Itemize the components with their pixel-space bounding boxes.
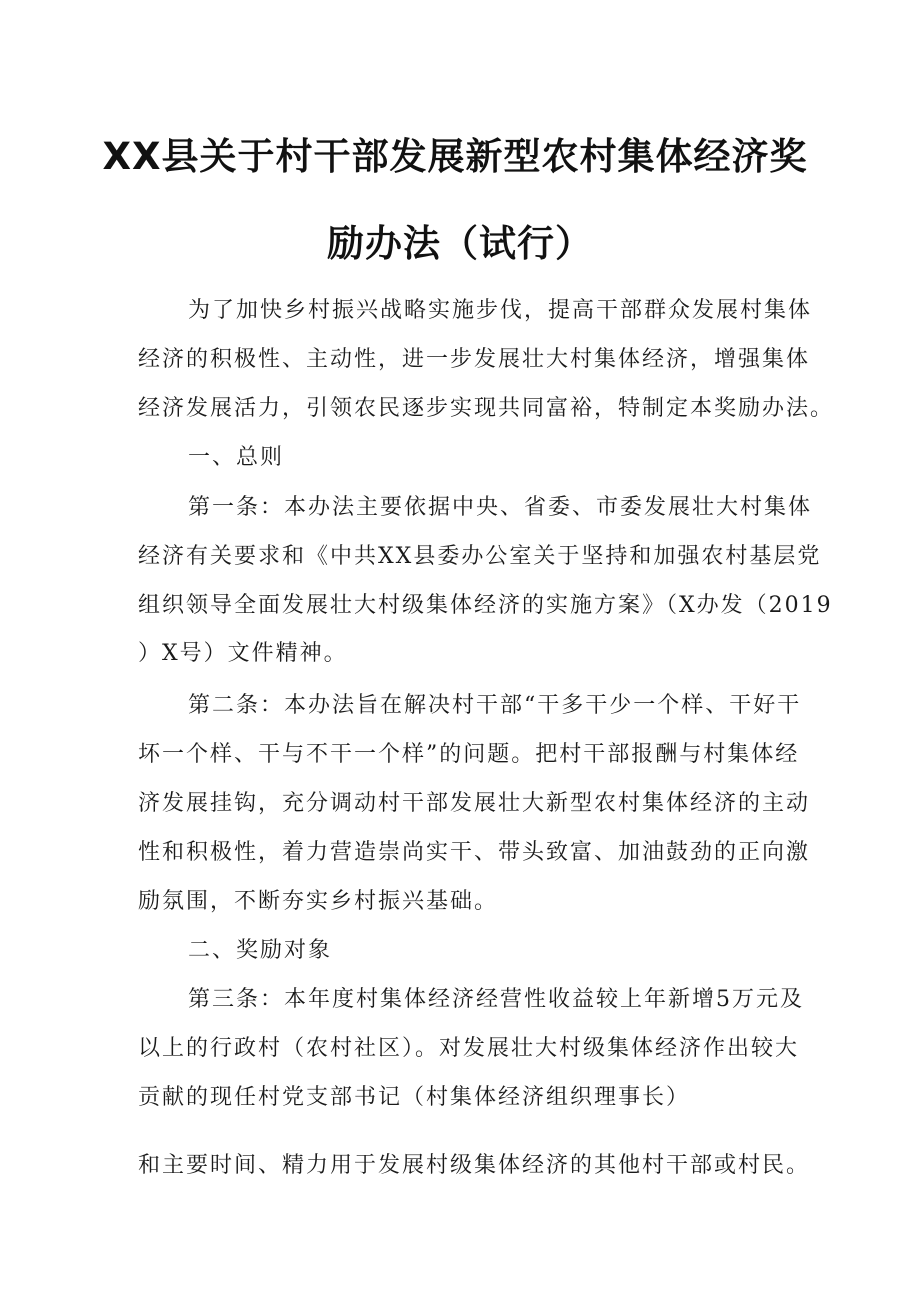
- paragraph-line: 贡献的现任村党支部书记（村集体经济组织理事长）: [138, 1085, 691, 1110]
- section-heading: 一、总则: [188, 445, 285, 470]
- paragraph-line: 第三条：本年度村集体经济经营性收益较上年新增5万元及: [188, 987, 804, 1012]
- paragraph-line: 经济有关要求和《中共XX县委办公室关于坚持和加强农村基层党: [138, 544, 822, 569]
- paragraph-line: 济发展挂钩，充分调动村干部发展壮大新型农村集体经济的主动: [138, 791, 811, 816]
- paragraph-line: 性和积极性，着力营造崇尚实干、带头致富、加油鼓劲的正向激: [138, 840, 811, 865]
- paragraph-line: 以上的行政村（农村社区）。对发展壮大村级集体经济作出较大: [138, 1036, 800, 1061]
- paragraph-line: 经济的积极性、主动性，进一步发展壮大村集体经济，增强集体: [138, 347, 811, 372]
- document-title-line-1: XX县关于村干部发展新型农村集体经济奖: [102, 135, 808, 178]
- paragraph-line: 经济发展活力，引领农民逐步实现共同富裕，特制定本奖励办法。: [138, 396, 835, 421]
- document-title-line-2: 励办法（试行）: [327, 222, 593, 265]
- paragraph-line: 组织领导全面发展壮大村级集体经济的实施方案》（X办发（2019: [138, 593, 833, 618]
- paragraph-line: 和主要时间、精力用于发展村级集体经济的其他村干部或村民。: [138, 1153, 811, 1178]
- paragraph-line: 为了加快乡村振兴战略实施步伐，提高干部群众发展村集体: [188, 298, 813, 323]
- paragraph-line: 第一条：本办法主要依据中央、省委、市委发展壮大村集体: [188, 495, 813, 520]
- section-heading: 二、奖励对象: [188, 938, 333, 963]
- paragraph-line: 坏一个样、干与不干一个样”的问题。把村干部报酬与村集体经: [138, 742, 800, 767]
- paragraph-line: ）X号）文件精神。: [138, 641, 348, 666]
- paragraph-line: 励氛围，不断夯实乡村振兴基础。: [138, 889, 499, 914]
- paragraph-line: 第二条：本办法旨在解决村干部“干多干少一个样、干好干: [188, 693, 802, 718]
